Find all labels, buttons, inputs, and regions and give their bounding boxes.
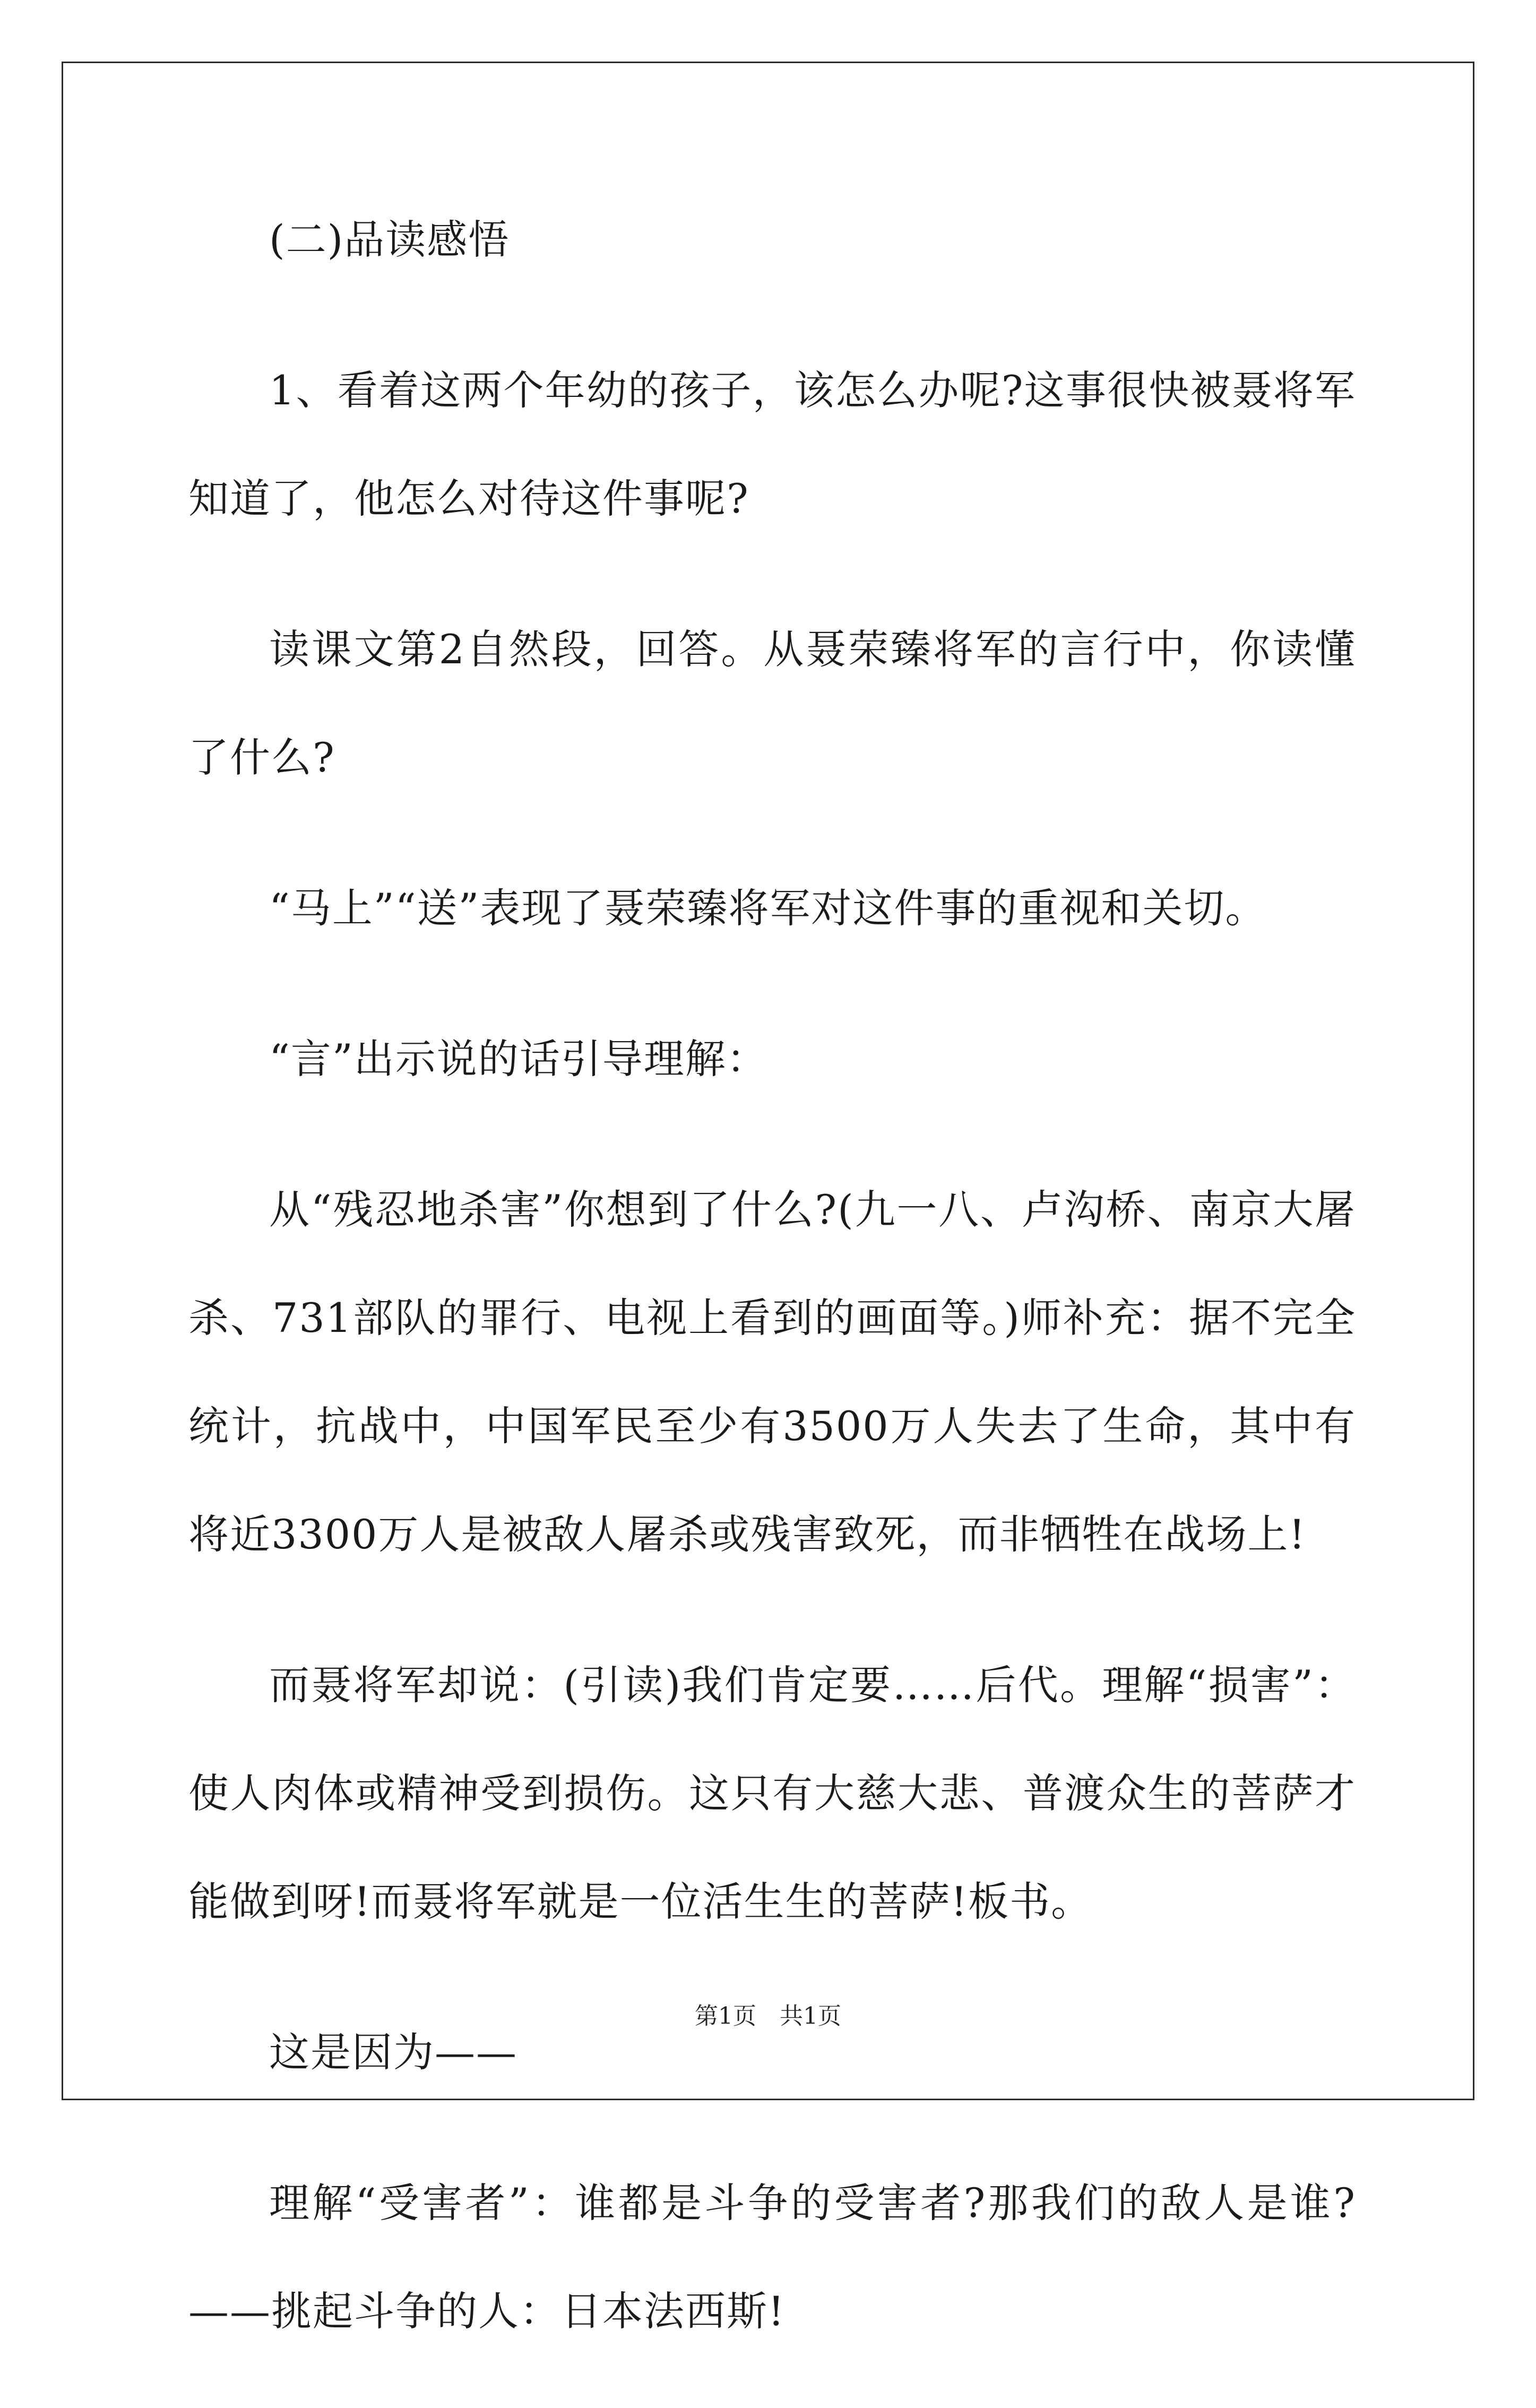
paragraph: 1、看着这两个年幼的孩子，该怎么办呢?这事很快被聂将军知道了，他怎么对待这件事呢? [188, 367, 1356, 522]
paragraph: “马上”“送”表现了聂荣臻将军对这件事的重视和关切。 [269, 885, 1267, 932]
paragraph: “言”出示说的话引导理解： [269, 1035, 768, 1082]
section-heading: (二)品读感悟 [269, 216, 510, 263]
paragraph: 这是因为—— [269, 2029, 517, 2076]
paragraph: 读课文第2自然段，回答。从聂荣臻将军的言行中，你读懂了什么? [188, 626, 1356, 781]
paragraph: 理解“受害者”：谁都是斗争的受害者?那我们的敌人是谁?——挑起斗争的人：日本法西斯! [188, 2179, 1356, 2335]
paragraph: 从“残忍地杀害”你想到了什么?(九一八、卢沟桥、南京大屠杀、731部队的罪行、电视上看到的画面等。)师补充：据不完全统计，抗战中，中国军民至少有3500万人失去了生命，其中有将近3300万人是被敌人屠杀或残害致死，而非牺牲在战场上! [188, 1186, 1356, 1558]
paragraph: 而聂将军却说：(引读)我们肯定要……后代。理解“损害”：使人肉体或精神受到损伤。这只有大慈大悲、普渡众生的菩萨才能做到呀!而聂将军就是一位活生生的菩萨!板书。 [188, 1661, 1356, 1925]
document-body [188, 186, 1356, 2408]
page-number-footer: 第1页 共1页 [695, 2003, 841, 2030]
